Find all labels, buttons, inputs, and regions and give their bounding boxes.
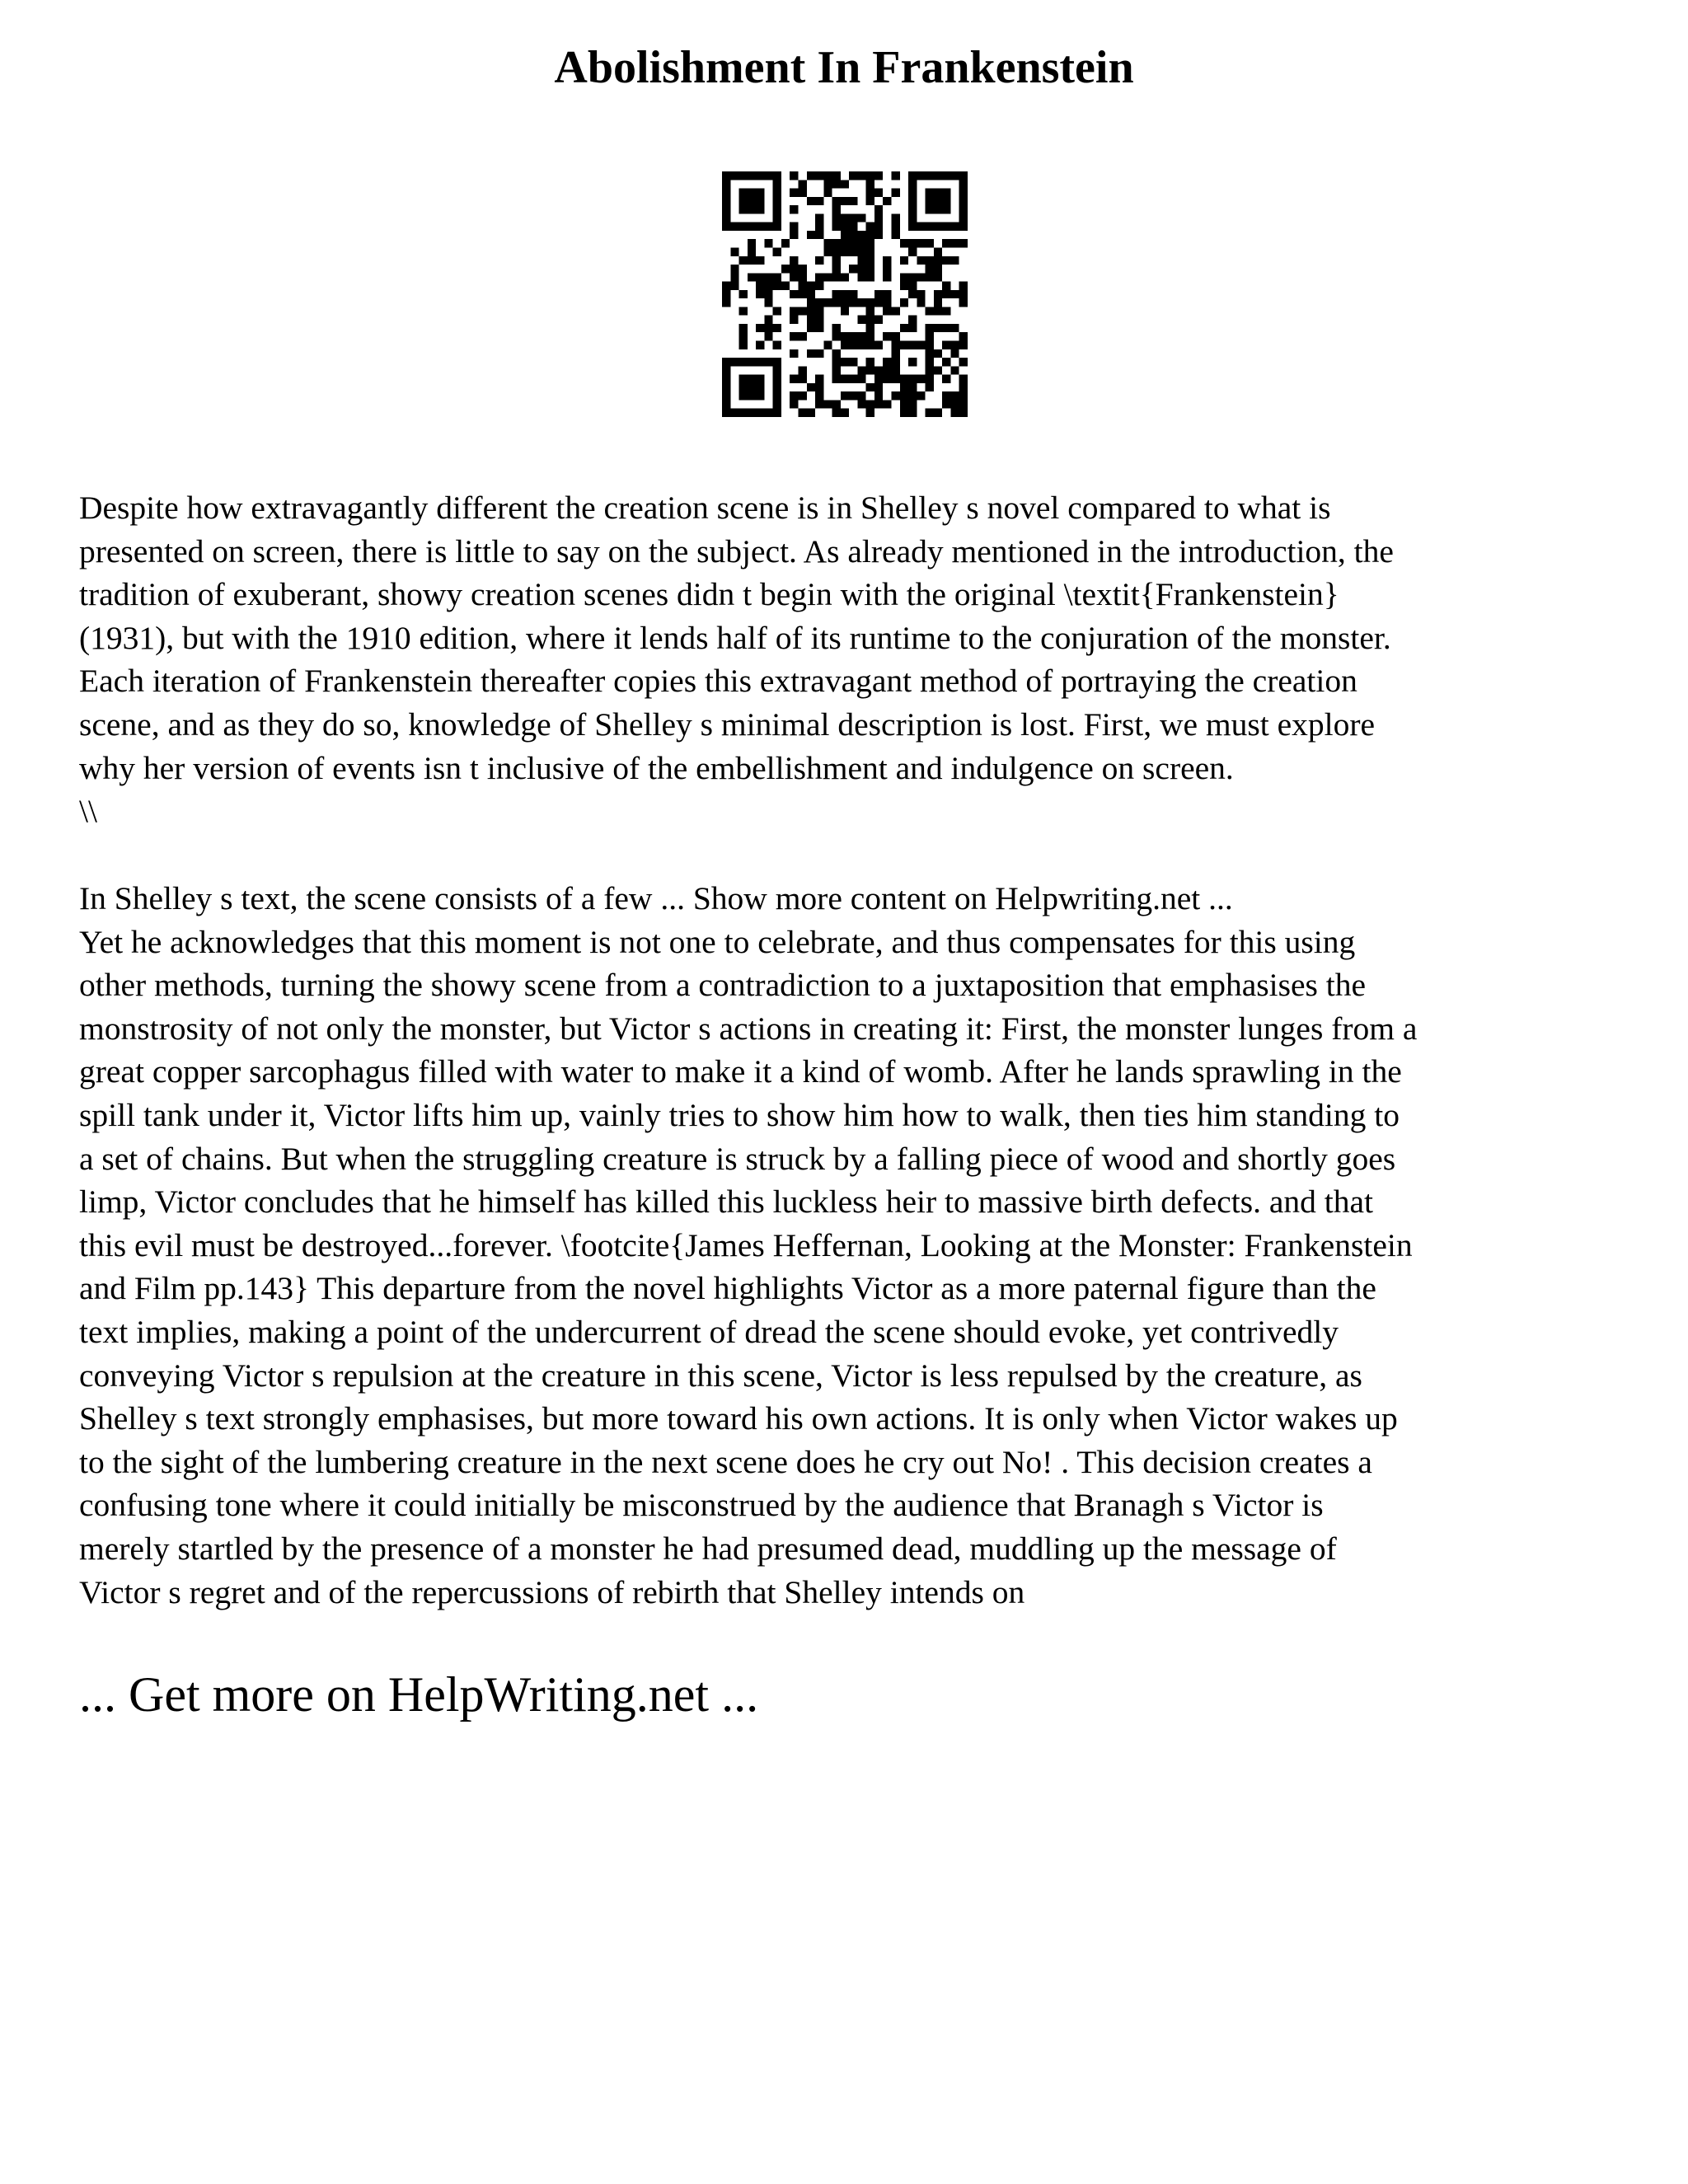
body-paragraph-2 [79, 877, 1629, 1614]
paragraph-line: merely startled by the presence of a monster he had presumed dead, muddling up the message of [79, 1530, 1337, 1567]
paragraph-line: monstrosity of not only the monster, but Victor s actions in creating it: First, the monster lunges from a [79, 1010, 1418, 1047]
paragraph-line: In Shelley s text, the scene consists of a few ... Show more content on Helpwriting.net ... [79, 880, 1233, 916]
body-paragraph-1 [79, 486, 1629, 833]
paragraph-line: a set of chains. But when the struggling creature is struck by a falling piece of wood and shortly goes [79, 1140, 1396, 1177]
paragraph-line: presented on screen, there is little to say on the subject. As already mentioned in the introduction, the [79, 532, 1394, 569]
paragraph-line: to the sight of the lumbering creature in the next scene does he cry out No! . This decision creates a [79, 1443, 1372, 1480]
paragraph-line: spill tank under it, Victor lifts him up, vainly tries to show him how to walk, then ties him standing to [79, 1096, 1400, 1133]
paragraph-line: conveying Victor s repulsion at the creature in this scene, Victor is less repulsed by the creature, as [79, 1357, 1362, 1394]
paragraph-line: Yet he acknowledges that this moment is not one to celebrate, and thus compensates for this using [79, 923, 1356, 960]
paragraph-line: \\ [79, 793, 97, 830]
page-title: Abolishment In Frankenstein [554, 42, 1134, 93]
paragraph-line: Shelley s text strongly emphasises, but more toward his own actions. It is only when Victor wakes up [79, 1400, 1398, 1437]
paragraph-line: other methods, turning the showy scene from a contradiction to a juxtaposition that emphasises the [79, 967, 1367, 1004]
paragraph-line: (1931), but with the 1910 edition, where it lends half of its runtime to the conjuration of the monster. [79, 619, 1391, 656]
paragraph-line: great copper sarcophagus filled with water to make it a kind of womb. After he lands sprawling in the [79, 1053, 1402, 1090]
get-more-link[interactable]: ... Get more on HelpWriting.net ... [79, 1667, 759, 1722]
paragraph-line: this evil must be destroyed...forever. \footcite{James Heffernan, Looking at the Monster: Frankenstein [79, 1226, 1413, 1263]
paragraph-line: confusing tone where it could initially be misconstrued by the audience that Branagh s Victor is [79, 1487, 1324, 1524]
paragraph-line: tradition of exuberant, showy creation scenes didn t begin with the original \textit{Frankenstein} [79, 576, 1339, 613]
paragraph-line: why her version of events isn t inclusive of the embellishment and indulgence on screen. [79, 749, 1234, 786]
qr-code-icon [722, 171, 968, 417]
paragraph-line: Despite how extravagantly different the creation scene is in Shelley s novel compared to what is [79, 490, 1331, 526]
paragraph-line: limp, Victor concludes that he himself has killed this luckless heir to massive birth defects. and that [79, 1183, 1373, 1221]
paragraph-line: scene, and as they do so, knowledge of Shelley s minimal description is lost. First, we must explore [79, 705, 1376, 743]
paragraph-line: Each iteration of Frankenstein thereafter copies this extravagant method of portraying the creation [79, 663, 1357, 700]
paragraph-line: text implies, making a point of the undercurrent of dread the scene should evoke, yet contrivedly [79, 1313, 1339, 1350]
paragraph-line: and Film pp.143} This departure from the novel highlights Victor as a more paternal figure than the [79, 1270, 1376, 1307]
paragraph-line: Victor s regret and of the repercussions of rebirth that Shelley intends on [79, 1573, 1025, 1610]
